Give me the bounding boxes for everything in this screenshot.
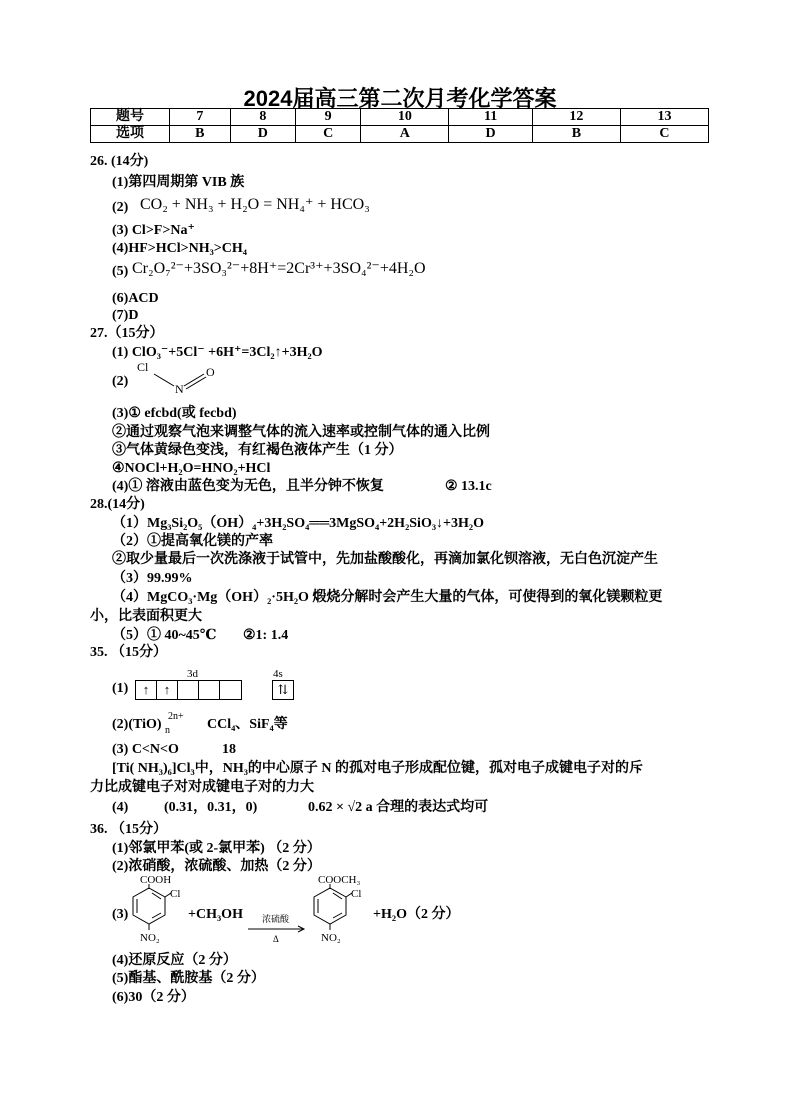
q28-answer-4: （4）MgCO₃·Mg（OH）₂·5H₂O 煅烧分解时会产生大量的气体，可使得到的氧化镁颗粒更 <box>112 590 663 605</box>
q36-answer-4: (4)还原反应（2 分） <box>112 953 237 968</box>
q28-heading: 28.(14分) <box>90 497 145 512</box>
q27-answer-4a: (4)① 溶液由蓝色变为无色，且半分钟不恢复 <box>112 479 384 494</box>
q36-answer-1: (1)邻氯甲苯(或 2-氯甲苯) （2 分） <box>112 841 321 856</box>
orbital-cell <box>199 681 220 699</box>
struct-cl-label: Cl <box>137 360 149 374</box>
q35-answer-3b: 18 <box>222 742 236 757</box>
reactant-benzene-ring <box>124 884 174 936</box>
reaction-arrow <box>248 924 308 934</box>
orbital-cell <box>178 681 199 699</box>
orbital-cell: ↑ <box>157 681 178 699</box>
q35-answer-3-explain-cont: 力比成键电子对对成键电子对的力大 <box>90 780 314 795</box>
q28-answer-5b: ②1: 1.4 <box>243 628 289 643</box>
q36-heading: 36. （15分） <box>90 822 167 837</box>
table-cell: 13 <box>620 109 708 126</box>
q27-answer-2-label: (2) <box>112 374 129 389</box>
q26-answer-4: (4)HF>HCl>NH₃>CH₄ <box>112 241 247 256</box>
q35-answer-2-sub: n <box>165 725 170 736</box>
reactant-no2: NO₂ <box>140 932 160 944</box>
q27-heading: 27.（15分） <box>90 326 164 341</box>
orbital-cell: ↑ <box>136 681 157 699</box>
q27-answer-3-2: ②通过观察气泡来调整气体的流入速率或控制气体的通入比例 <box>112 425 490 440</box>
heat-label: Δ <box>273 934 279 944</box>
q28-answer-4-cont: 小，比表面积更大 <box>90 609 202 624</box>
q26-answer-5-label: (5) <box>112 264 129 279</box>
table-cell: 9 <box>296 109 361 126</box>
q26-answer-2-equation: CO₂ + NH₃ + H₂O = NH₄⁺ + HCO₃ <box>140 196 370 213</box>
q27-answer-3: (3)① efcbd(或 fecbd) <box>112 406 237 421</box>
q26-answer-1: (1)第四周期第 VIB 族 <box>112 175 245 190</box>
struct-o-label: O <box>206 365 215 379</box>
reactant-cooh: COOH <box>140 874 172 886</box>
q27-answer-4b: ② 13.1c <box>445 479 492 494</box>
table-cell: 7 <box>170 109 231 126</box>
page-title: 2024届高三第二次月考化学答案 <box>243 86 557 111</box>
reactant-cl: Cl <box>170 888 181 900</box>
table-cell: 11 <box>449 109 533 126</box>
q35-answer-4-coords: (0.31，0.31，0) <box>164 800 258 815</box>
product-benzene-ring <box>305 884 355 936</box>
q36-answer-3-label: (3) <box>112 907 129 922</box>
table-cell: D <box>230 126 295 143</box>
q35-answer-3a: (3) C<N<O <box>112 742 179 757</box>
table-cell: D <box>449 126 533 143</box>
q27-answer-3-4: ④NOCl+H₂O=HNO₂+HCl <box>112 461 271 476</box>
table-cell: 10 <box>361 109 449 126</box>
q27-answer-3-3: ③气体黄绿色变浅，有红褐色液体产生（1 分） <box>112 443 403 458</box>
q28-answer-1: （1）Mg₃Si₂O₅（OH）₄+3H₂SO₄══3MgSO₄+2H₂SiO₃↓+3H₂O <box>112 516 484 531</box>
q35-answer-4-expr: 0.62 × √2 a 合理的表达式均可 <box>308 800 489 815</box>
product-cl: Cl <box>351 888 362 900</box>
reactant-methanol: +CH₃OH <box>188 907 243 922</box>
q35-answer-2a: (2)(TiO) <box>112 717 162 732</box>
q36-answer-2: (2)浓硝酸，浓硫酸、加热（2 分） <box>112 859 321 874</box>
table-cell: B <box>532 126 620 143</box>
q35-answer-3-explain: [Ti( NH₃)₆]Cl₃中，NH₃的中心原子 N 的孤对电子形成配位键，孤对电子成键电子对的斥 <box>112 761 644 776</box>
table-cell: B <box>170 126 231 143</box>
q26-heading: 26. (14分) <box>90 154 149 169</box>
table-cell: C <box>620 126 708 143</box>
q35-answer-4-label: (4) <box>112 800 129 815</box>
table-row <box>91 109 709 126</box>
reagent-label: 浓硫酸 <box>262 914 290 924</box>
orbital-4s-label: 4s <box>273 668 283 680</box>
q35-heading: 35. （15分） <box>90 645 167 660</box>
q27-answer-1: (1) ClO₃⁻+5Cl⁻ +6H⁺=3Cl₂↑+3H₂O <box>112 345 323 360</box>
q26-answer-2-label: (2) <box>112 200 129 215</box>
q35-answer-1-label: (1) <box>112 681 129 696</box>
q36-answer-6: (6)30（2 分） <box>112 990 195 1005</box>
struct-n-label: N <box>175 382 184 396</box>
orbital-4s-box: ⇅ <box>272 680 294 700</box>
table-cell: 题号 <box>91 109 170 126</box>
q35-answer-2-sup: 2n+ <box>168 711 184 722</box>
product-no2: NO₂ <box>321 932 341 944</box>
orbital-3d-box <box>135 680 242 700</box>
table-cell: 12 <box>532 109 620 126</box>
q35-answer-2b: CCl₄、SiF₄等 <box>207 717 288 732</box>
answer-table <box>90 108 709 143</box>
table-cell: 8 <box>230 109 295 126</box>
orbital-cell <box>220 681 240 699</box>
q28-answer-3: （3）99.99% <box>112 571 193 586</box>
q28-answer-5a: （5）① 40~45℃ <box>112 628 217 643</box>
q28-answer-2: （2）①提高氧化镁的产率 <box>112 534 273 549</box>
orbital-3d-label: 3d <box>187 668 198 680</box>
q26-answer-6: (6)ACD <box>112 291 159 306</box>
table-cell: C <box>296 126 361 143</box>
product-cooch3: COOCH₃ <box>318 874 361 886</box>
q26-answer-7: (7)D <box>112 308 139 323</box>
q36-answer-5: (5)酯基、酰胺基（2 分） <box>112 971 265 986</box>
q26-answer-3: (3) Cl>F>Na⁺ <box>112 223 195 238</box>
product-water: +H₂O（2 分） <box>373 907 460 922</box>
q28-answer-2-2: ②取少量最后一次洗涤液于试管中，先加盐酸酸化，再滴加氯化钡溶液，无白色沉淀产生 <box>112 552 658 567</box>
table-row <box>91 126 709 143</box>
table-cell: 选项 <box>91 126 170 143</box>
q26-answer-5-equation: Cr₂O₇²⁻+3SO₃²⁻+8H⁺=2Cr³⁺+3SO₄²⁻+4H₂O <box>132 260 426 277</box>
table-cell: A <box>361 126 449 143</box>
